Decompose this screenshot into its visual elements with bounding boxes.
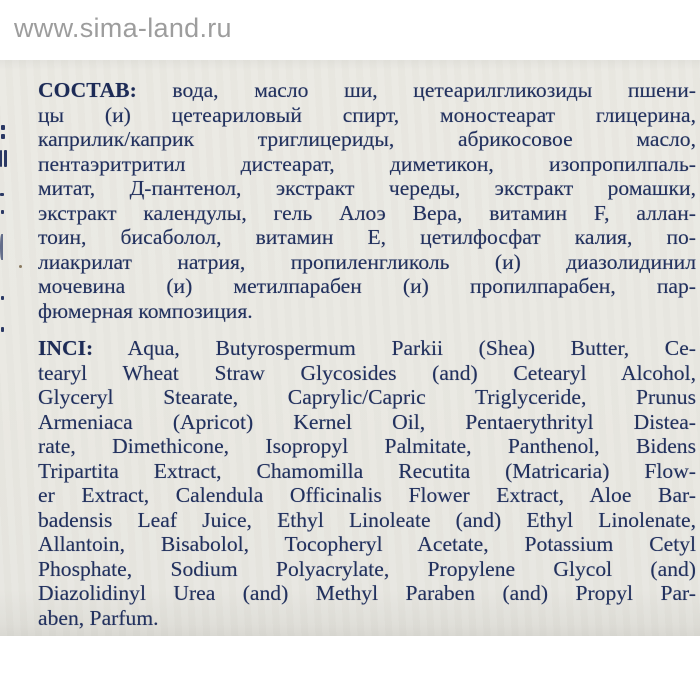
text-line: тоин, бисаболол, витамин Е, цетилфосфат калия, по-: [38, 225, 696, 249]
fragment-mark: [1, 125, 5, 130]
inci-paragraph: [38, 336, 696, 630]
text-line: Armeniaca (Apricot) Kernel Oil, Pentaerythrityl Distea-: [38, 409, 696, 434]
text-line: фюмерная композиция.: [38, 298, 253, 323]
fragment-mark: [0, 193, 4, 196]
composition-heading: СОСТАВ:: [38, 78, 137, 102]
text-line: экстракт календулы, гель Алоэ Вера, витамин F, аллан-: [38, 200, 696, 225]
inci-heading: INCI:: [38, 336, 94, 360]
text-line: aben, Parfum.: [38, 605, 159, 630]
watermark-url: www.sima-land.ru: [14, 13, 232, 43]
text-line: [38, 78, 696, 103]
fragment-mark: [4, 150, 7, 167]
composition-paragraph-ru: [38, 78, 696, 323]
text-line: цы (и) цетеариловый спирт, моностеарат глицерина,: [38, 102, 696, 127]
text-line: мочевина (и) метилпарабен (и) пропилпарабен, пар-: [38, 274, 696, 298]
ingredients-label: [0, 60, 700, 636]
text-line: Glyceryl Stearate, Caprylic/Capric Triglyceride, Prunus: [38, 385, 696, 409]
text-line: [38, 336, 696, 361]
text-line: badensis Leaf Juice, Ethyl Linoleate (and) Ethyl Linolenate,: [38, 507, 696, 532]
text-line: Diazolidinyl Urea (and) Methyl Paraben (and) Propyl Par-: [38, 581, 696, 605]
dust-speck: [19, 265, 22, 268]
fragment-mark: [0, 150, 2, 167]
fragment-mark: [0, 234, 3, 260]
fragment-mark: [1, 327, 4, 332]
text-line: er Extract, Calendula Officinalis Flower Extract, Aloe Bar-: [38, 483, 696, 507]
text-line-content: Aqua, Butyrospermum Parkii (Shea) Butter, Ce-: [127, 336, 696, 360]
text-line: rate, Dimethicone, Isopropyl Palmitate, Panthenol, Bidens: [38, 434, 696, 458]
text-line: tearyl Wheat Straw Glycosides (and) Cetearyl Alcohol,: [38, 360, 696, 385]
label-text-column: [38, 78, 696, 630]
text-line-content: вода, масло ши, цетеарилгликозиды пшени-: [172, 78, 696, 102]
text-line: лиакрилат натрия, пропиленгликоль (и) диазолидинил: [38, 249, 696, 274]
fragment-mark: [1, 296, 4, 300]
text-line: Phosphate, Sodium Polyacrylate, Propylene Glycol (and): [38, 556, 696, 581]
fragment-mark: [1, 210, 4, 214]
text-line: пентаэритритил дистеарат, диметикон, изопропилпаль-: [38, 151, 696, 176]
text-line: Tripartita Extract, Chamomilla Recutita (Matricaria) Flow-: [38, 458, 696, 483]
text-line: каприлик/каприк триглицериды, абрикосовое масло,: [38, 127, 696, 151]
text-line: митат, Д-пантенол, экстракт череды, экстракт ромашки,: [38, 176, 696, 200]
fragment-mark: [1, 134, 5, 139]
text-line: Allantoin, Bisabolol, Tocopheryl Acetate, Potassium Cetyl: [38, 532, 696, 556]
